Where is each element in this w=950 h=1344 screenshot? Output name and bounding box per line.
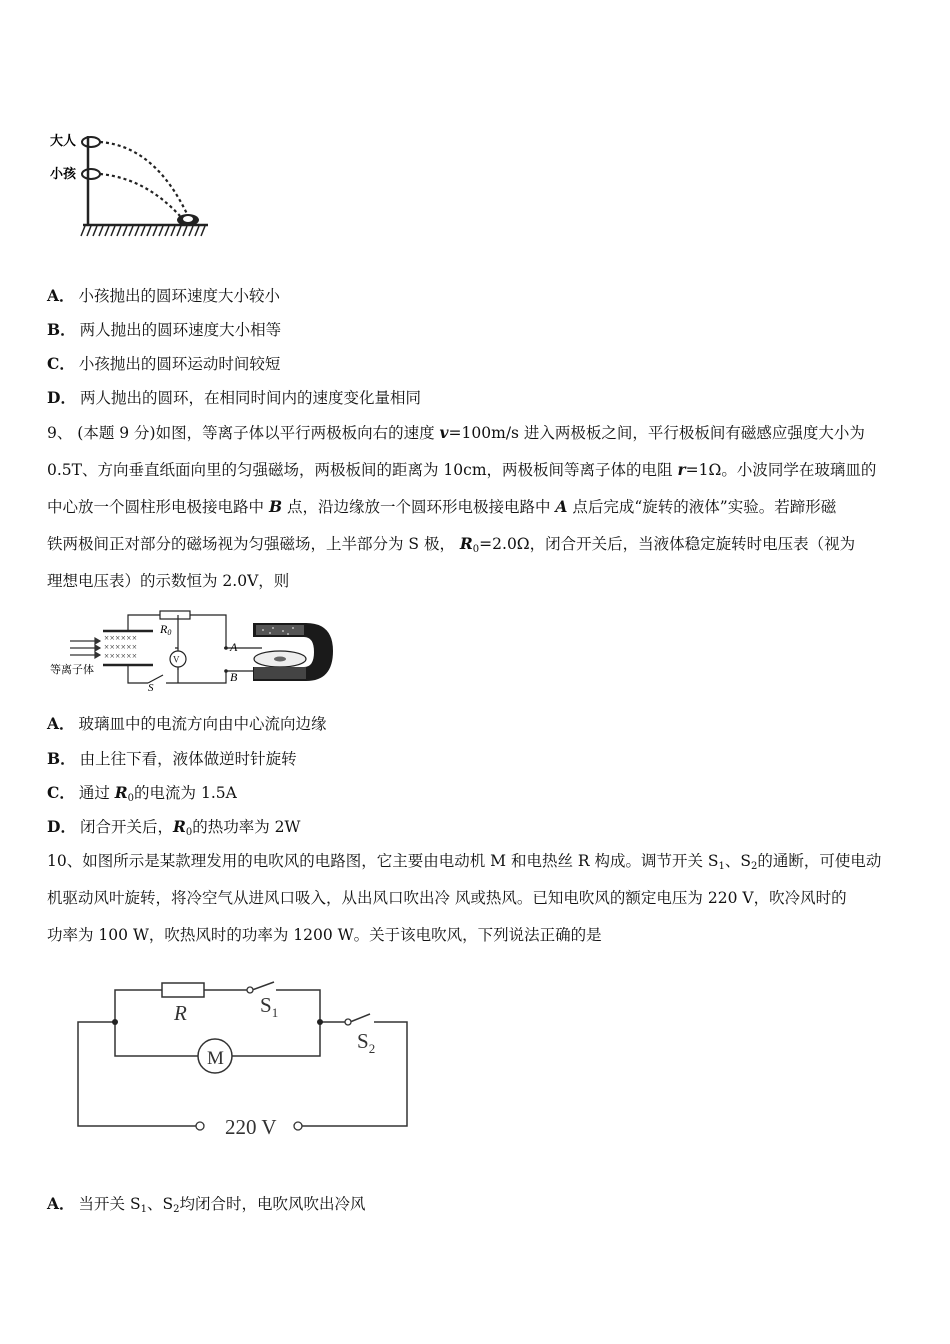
q10-stem-line-1: 10、如图所示是某款理发用的电吹风的电路图，它主要由电动机 M 和电热丝 R 构成。调节开关 $S_1$、$S_2$的通断，可使电动 <box>47 852 882 872</box>
switch-s-label: S <box>148 682 154 693</box>
q10-option-a: A． 当开关 $S_1$、$S_2$均闭合时，电吹风吹出冷风 <box>47 1194 366 1215</box>
switch-s1-label: $S_1$ <box>260 993 279 1020</box>
voltage-label: 220 V <box>225 1115 277 1139</box>
q9-stem-line-4: 铁两极间正对部分的磁场视为匀强磁场，上半部分为 S 极， $R_0=2.0\Omega$，闭合开关后，当液体稳定旋转时电压表（视为 <box>47 534 856 555</box>
q10-stem-line-2: 机驱动风叶旋转，将冷空气从进风口吸入，从出风口吹出冷 风或热风。已知电吹风的额定电压为 220 V，吹冷风时的 <box>47 889 847 907</box>
svg-text:××××××: ×××××× <box>104 642 138 652</box>
motor-label: M <box>207 1048 224 1069</box>
point-a-label: A <box>230 640 238 654</box>
resistor-label: R <box>174 1001 187 1025</box>
q8-option-d: D． 两人抛出的圆环，在相同时间内的速度变化量相同 <box>47 388 421 407</box>
q9-option-b: B． 由上往下看，液体做逆时针旋转 <box>47 749 297 768</box>
adult-label: 大人 <box>50 133 77 148</box>
q9-stem-line-5: 理想电压表）的示数恒为 2.0V，则 <box>47 572 290 590</box>
terminal-right <box>294 1122 302 1130</box>
plasma-label: 等离子体 <box>50 664 94 676</box>
q8-option-c: C． 小孩抛出的圆环运动时间较短 <box>47 354 281 373</box>
r0-label: R0 <box>160 622 172 637</box>
q8-option-a: A． 小孩抛出的圆环速度大小较小 <box>47 286 281 305</box>
hair-dryer-circuit-figure <box>70 972 420 1142</box>
svg-text:××××××: ×××××× <box>104 633 138 643</box>
horseshoe-magnet <box>253 623 333 681</box>
q9-option-d: D． 闭合开关后，$R_0$的热功率为 2W <box>47 817 301 838</box>
heater-resistor <box>162 983 204 997</box>
child-label: 小孩 <box>50 166 77 181</box>
q9-stem-line-1: 9、 (本题 9 分)如图，等离子体以平行两极板向右的速度 v=100m/s 进入两极板之间，平行极板间有磁感应强度大小为 <box>47 423 865 442</box>
q9-option-a: A． 玻璃皿中的电流方向由中心流向边缘 <box>47 714 327 733</box>
q9-option-c: C． 通过 $R_0$的电流为 1.5A <box>47 783 237 804</box>
plasma-circuit-figure <box>48 603 338 693</box>
voltmeter-label: V <box>173 654 180 665</box>
ring-toss-figure <box>45 128 215 243</box>
q9-stem-line-2: 0.5T、方向垂直纸面向里的匀强磁场，两极板间的距离为 10cm，两极板间等离子体的电阻 r=1Ω。小波同学在玻璃皿的 <box>47 460 877 479</box>
point-b-label: B <box>230 670 238 684</box>
q8-option-b: B． 两人抛出的圆环速度大小相等 <box>47 320 282 339</box>
svg-text:××××××: ×××××× <box>104 651 138 661</box>
terminal-left <box>196 1122 204 1130</box>
q9-stem-line-3: 中心放一个圆柱形电极接电路中 B 点，沿边缘放一个圆环形电极接电路中 A 点后完成“旋转的液体”实验。若蹄形磁 <box>47 497 837 516</box>
switch-s2-label: $S_2$ <box>357 1029 376 1056</box>
q10-stem-line-3: 功率为 100 W，吹热风时的功率为 1200 W。关于该电吹风，下列说法正确的是 <box>47 926 602 944</box>
